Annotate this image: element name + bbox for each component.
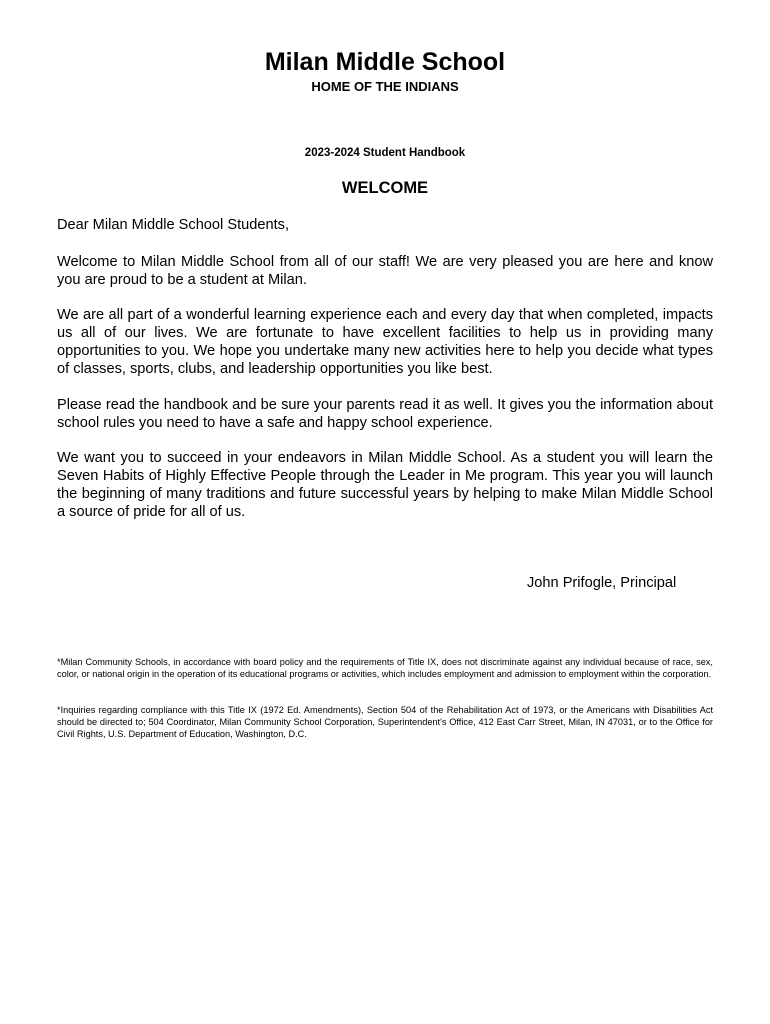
letter-paragraph-2: We are all part of a wonderful learning experience each and every day that when completed, impacts us all of our lives. We are fortunate to have excellent facilities to help us in providing many opportunities to you. We hope you undertake many new activities here to help you decide what types of classes, sports, clubs, and leadership opportunities you like best. [57, 307, 713, 377]
nondiscrimination-footnote: *Milan Community Schools, in accordance with board policy and the requirements of Title IX, does not discriminate against any individual because of race, sex, color, or national origin in the operation of its educational programs or activities, which includes employment and admission to employment within the corporation. [57, 657, 713, 679]
letter-salutation: Dear Milan Middle School Students, [57, 217, 289, 233]
principal-signature: John Prifogle, Principal [527, 575, 677, 591]
handbook-year-title: 2023-2024 Student Handbook [304, 147, 466, 159]
letter-paragraph-3: Please read the handbook and be sure your parents read it as well. It gives you the information about school rules you need to have a safe and happy school experience. [57, 397, 713, 431]
letter-paragraph-1: Welcome to Milan Middle School from all of our staff! We are very pleased you are here and know you are proud to be a student at Milan. [57, 254, 713, 288]
letter-paragraph-4: We want you to succeed in your endeavors in Milan Middle School. As a student you will learn the Seven Habits of Highly Effective People through the Leader in Me program. This year you will launch the beginning of many traditions and future successful years by helping to make Milan Middle School a source of pride for all of us. [57, 450, 713, 520]
compliance-inquiries-footnote: *Inquiries regarding compliance with this Title IX (1972 Ed. Amendments), Section 504 of the Rehabilitation Act of 1973, or the Americans with Disabilities Act should be directed to; 504 Coordinator, Milan Community School Corporation, Superintendent's Office, 412 East Carr Street, Milan, IN 47031, or to the Office for Civil Rights, U.S. Department of Education, Washington, D.C. [57, 705, 713, 739]
school-tagline: HOME OF THE INDIANS [311, 79, 459, 94]
welcome-heading: WELCOME [341, 179, 429, 197]
school-name-title: Milan Middle School [264, 48, 506, 76]
